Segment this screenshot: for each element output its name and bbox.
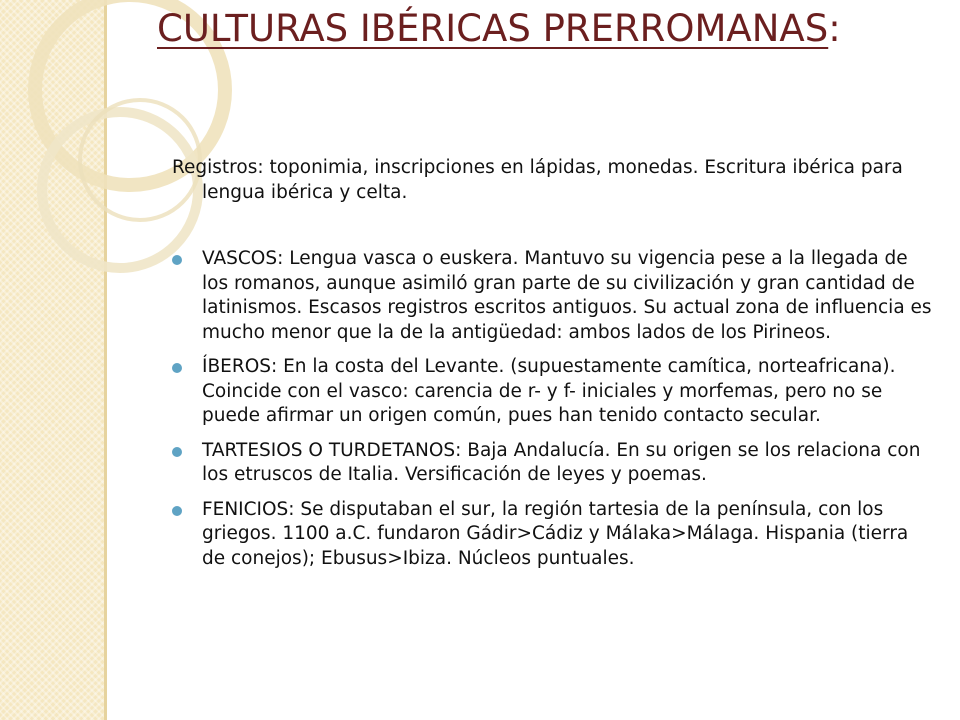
bullet-item-iberos: [172, 355, 932, 429]
bullet-dot-icon: [172, 363, 182, 373]
bullet-dot-icon: [172, 447, 182, 457]
slide-title-underlined: CULTURAS IBÉRICAS PRERROMANAS: [157, 7, 829, 50]
bullet-text: FENICIOS: Se disputaban el sur, la región tartesia de la península, con los griegos. 1100 a.C. fundaron Gádir>Cádiz y Málaka>Málaga. Hispania (tierra de conejos); Ebusus>Ibiza. Núcleos puntuales.: [202, 498, 909, 569]
bullet-list: [172, 247, 932, 571]
slide-body: [172, 156, 932, 581]
slide-title-colon: :: [828, 7, 841, 50]
slide-title: [157, 2, 841, 56]
bullet-text: TARTESIOS O TURDETANOS: Baja Andalucía. En su origen se los relaciona con los etruscos de Italia. Versificación de leyes y poemas.: [202, 439, 921, 485]
intro-paragraph: Registros: toponimia, inscripciones en lápidas, monedas. Escritura ibérica para lengua ibérica y celta.: [172, 157, 903, 203]
bullet-item-tartesios: [172, 439, 932, 488]
bullet-text: ÍBEROS: En la costa del Levante. (supuestamente camítica, norteafricana). Coincide con el vasco: carencia de r- y f- iniciales y morfemas, pero no se puede afirmar un origen común, pues han tenido contacto secular.: [202, 356, 896, 426]
bullet-dot-icon: [172, 255, 182, 265]
bullet-item-fenicios: [172, 498, 932, 572]
bullet-text: VASCOS: Lengua vasca o euskera. Mantuvo su vigencia pese a la llegada de los romanos, aunque asimiló gran parte de su civilización y gran cantidad de latinismos. Escasos registros escritos antiguos. Su actual zona de influencia es mucho menor que la de la antigüedad: ambos lados de los Pirineos.: [202, 248, 932, 343]
bullet-dot-icon: [172, 506, 182, 516]
bullet-item-vascos: [172, 247, 932, 345]
